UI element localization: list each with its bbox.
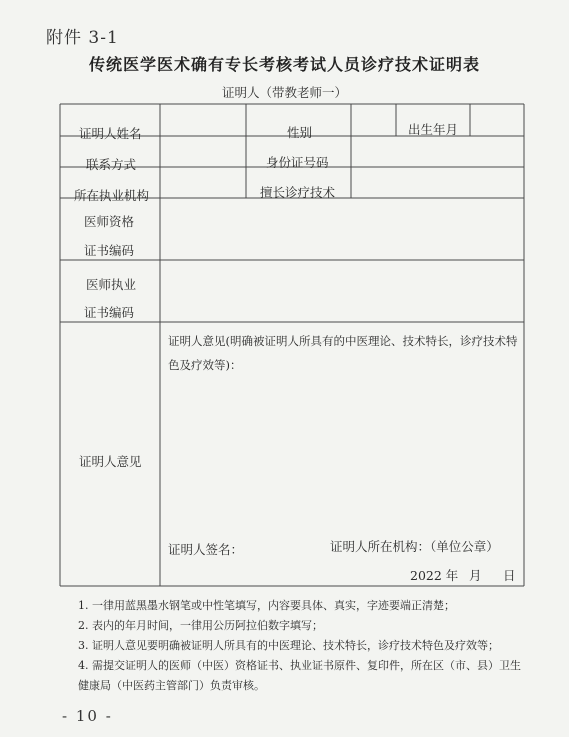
- attachment-label: 附件 3-1: [46, 28, 119, 48]
- note-item: 健康局（中医药主管部门）负责审核。: [78, 679, 265, 692]
- note-item: 4. 需提交证明人的医师（中医）资格证书、执业证书原件、复印件，所在区（市、县）卫生: [78, 659, 521, 672]
- name-label: 证明人姓名: [79, 126, 142, 141]
- opinion-label: 证明人意见: [79, 454, 142, 469]
- specialty-label: 擅长诊疗技术: [260, 185, 336, 200]
- institution-label: 所在执业机构: [74, 188, 150, 203]
- instructions-notes: [78, 596, 538, 696]
- note-item: 3. 证明人意见要明确被证明人所具有的中医理论、技术特长，诊疗技术特色及疗效等；: [78, 639, 499, 652]
- form-title: 传统医学医术确有专长考核考试人员诊疗技术证明表: [88, 55, 480, 74]
- practice-label-line2: 证书编码: [84, 305, 135, 320]
- gender-label: 性别: [287, 125, 313, 140]
- qualification-label-line2: 证书编码: [84, 243, 135, 258]
- opinion-instruction: 证明人意见(明确被证明人所具有的中医理论、技术特长，诊疗技术特色及疗效等)：: [168, 334, 518, 372]
- birth-label: 出生年月: [408, 122, 459, 137]
- qualification-label-line1: 医师资格: [84, 214, 135, 229]
- page-number: - 10 -: [62, 707, 113, 725]
- id-number-label: 身份证号码: [266, 155, 329, 170]
- note-item: 1. 一律用蓝黑墨水钢笔或中性笔填写，内容要具体、真实，字迹要端正清楚；: [78, 599, 455, 612]
- date-month: 月: [469, 568, 482, 583]
- practice-label-line1: 医师执业: [86, 277, 137, 292]
- contact-label: 联系方式: [86, 157, 137, 172]
- date-year: 2022 年: [410, 568, 459, 583]
- institution-seal-label: 证明人所在机构：（单位公章）: [330, 539, 499, 554]
- signature-label: 证明人签名：: [168, 542, 244, 557]
- note-item: 2. 表内的年月时间，一律用公历阿拉伯数字填写；: [78, 619, 323, 632]
- form-subtitle: 证明人（带教老师一）: [221, 85, 347, 100]
- date-day: 日: [503, 568, 516, 583]
